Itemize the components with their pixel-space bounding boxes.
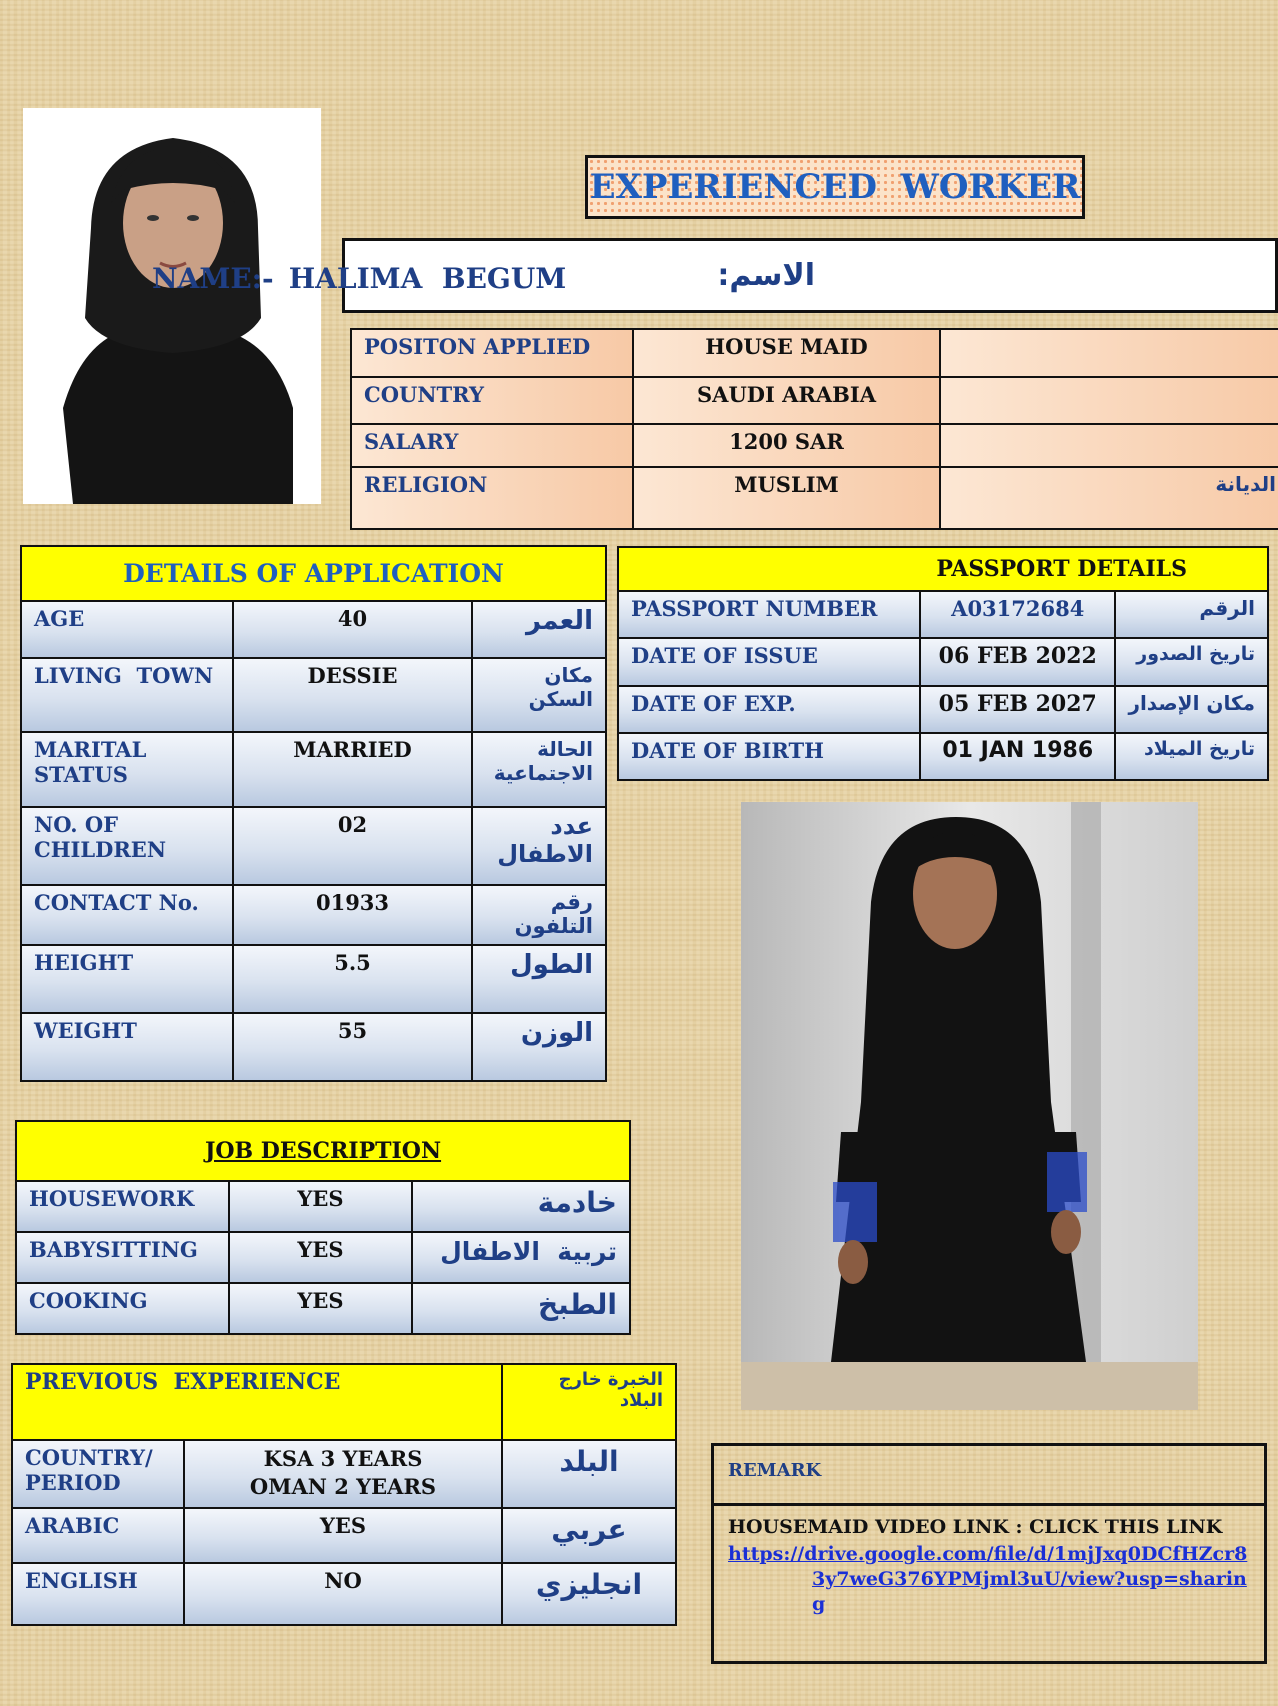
row-value: DESSIE bbox=[233, 658, 472, 732]
row-value: 1200 SAR bbox=[633, 424, 940, 467]
row-value: A03172684 bbox=[920, 591, 1115, 638]
row-label: COUNTRY bbox=[351, 377, 633, 424]
row-label: DATE OF EXP. bbox=[618, 686, 920, 733]
table-row bbox=[16, 1283, 630, 1334]
row-arabic: الرقم bbox=[1115, 591, 1268, 638]
row-arabic: انجليزي bbox=[535, 1568, 643, 1601]
row-arabic: البلد bbox=[559, 1445, 619, 1478]
name-value: HALIMA BEGUM bbox=[288, 262, 567, 295]
table-row bbox=[12, 1563, 676, 1625]
row-arabic: الوزن bbox=[472, 1013, 606, 1081]
table-row bbox=[21, 601, 606, 658]
row-value: YES bbox=[229, 1283, 412, 1334]
job-title: JOB DESCRIPTION bbox=[16, 1121, 630, 1181]
row-value: YES bbox=[184, 1508, 502, 1563]
row-arabic-cell bbox=[502, 1440, 676, 1508]
row-arabic: خادمة bbox=[412, 1181, 630, 1232]
row-arabic: الحالة الاجتماعية bbox=[472, 732, 606, 807]
row-value: YES bbox=[229, 1181, 412, 1232]
experience-title: PREVIOUS EXPERIENCE bbox=[12, 1364, 502, 1440]
table-row bbox=[21, 807, 606, 885]
row-value: 05 FEB 2027 bbox=[920, 686, 1115, 733]
table-row bbox=[16, 1181, 630, 1232]
row-label: NO. OF CHILDREN bbox=[21, 807, 233, 885]
row-label: HOUSEWORK bbox=[16, 1181, 229, 1232]
table-row bbox=[21, 1013, 606, 1081]
table-row bbox=[618, 591, 1268, 638]
row-arabic: عدد الاطفال bbox=[472, 807, 606, 885]
passport-title: PASSPORT DETAILS bbox=[618, 547, 1268, 591]
row-label: CONTACT No. bbox=[21, 885, 233, 945]
experience-title-arabic: الخبرة خارج البلاد bbox=[502, 1364, 676, 1440]
table-row bbox=[351, 467, 1278, 529]
table-row bbox=[21, 658, 606, 732]
row-arabic bbox=[940, 424, 1278, 467]
row-value: 01933 bbox=[233, 885, 472, 945]
standing-photo bbox=[741, 802, 1198, 1410]
row-label: DATE OF BIRTH bbox=[618, 733, 920, 780]
remark-header bbox=[714, 1446, 1264, 1506]
row-arabic: العمر bbox=[472, 601, 606, 658]
row-value: 55 bbox=[233, 1013, 472, 1081]
experience-table bbox=[11, 1363, 677, 1626]
table-row bbox=[12, 1508, 676, 1563]
row-value: 02 bbox=[233, 807, 472, 885]
row-value: KSA 3 YEARS OMAN 2 YEARS bbox=[184, 1440, 502, 1508]
table-header-row bbox=[16, 1121, 630, 1181]
row-arabic: الديانة bbox=[940, 467, 1278, 529]
row-value: SAUDI ARABIA bbox=[633, 377, 940, 424]
row-arabic: عربي bbox=[551, 1513, 627, 1546]
position-table bbox=[350, 328, 1278, 530]
table-row bbox=[351, 329, 1278, 377]
table-row bbox=[351, 424, 1278, 467]
row-value: NO bbox=[184, 1563, 502, 1625]
row-label: AGE bbox=[21, 601, 233, 658]
row-label: COOKING bbox=[16, 1283, 229, 1334]
row-label: PASSPORT NUMBER bbox=[618, 591, 920, 638]
table-row bbox=[618, 686, 1268, 733]
video-link[interactable]: https://drive.google.com/file/d/1mjJxq0DCfHZcr83y7weG376YPMjml3uU/view?usp=sharing bbox=[728, 1543, 1248, 1615]
table-header-row bbox=[21, 546, 606, 601]
row-value: MARRIED bbox=[233, 732, 472, 807]
remark-body bbox=[714, 1506, 1264, 1627]
application-table bbox=[20, 545, 607, 1082]
badge-text: EXPERIENCED WORKER bbox=[589, 167, 1081, 207]
row-arabic-cell bbox=[502, 1508, 676, 1563]
row-value: MUSLIM bbox=[633, 467, 940, 529]
table-row bbox=[618, 638, 1268, 686]
table-header-row bbox=[12, 1364, 676, 1440]
row-arabic-cell bbox=[502, 1563, 676, 1625]
job-table bbox=[15, 1120, 631, 1335]
row-label: RELIGION bbox=[351, 467, 633, 529]
table-row bbox=[21, 945, 606, 1013]
row-arabic: تاريخ الميلاد bbox=[1115, 733, 1268, 780]
row-label: COUNTRY/ PERIOD bbox=[12, 1440, 184, 1508]
passport-table bbox=[617, 546, 1269, 781]
remark-title: REMARK bbox=[728, 1460, 822, 1481]
row-value: 5.5 bbox=[233, 945, 472, 1013]
row-arabic: الطبخ bbox=[412, 1283, 630, 1334]
table-row bbox=[618, 733, 1268, 780]
row-label: LIVING TOWN bbox=[21, 658, 233, 732]
row-arabic: مكان السكن bbox=[472, 658, 606, 732]
row-value: YES bbox=[229, 1232, 412, 1283]
row-arabic bbox=[940, 377, 1278, 424]
name-label: NAME:- bbox=[152, 262, 274, 295]
remark-text: HOUSEMAID VIDEO LINK : CLICK THIS LINK bbox=[728, 1516, 1223, 1538]
table-header-row bbox=[618, 547, 1268, 591]
row-value: 40 bbox=[233, 601, 472, 658]
table-row bbox=[21, 885, 606, 945]
row-label: SALARY bbox=[351, 424, 633, 467]
table-row bbox=[351, 377, 1278, 424]
table-row bbox=[21, 732, 606, 807]
name-arabic-label: الاسم: bbox=[717, 258, 815, 293]
row-label: ENGLISH bbox=[12, 1563, 184, 1625]
row-arabic bbox=[940, 329, 1278, 377]
row-label: HEIGHT bbox=[21, 945, 233, 1013]
row-label: DATE OF ISSUE bbox=[618, 638, 920, 686]
row-arabic: تاريخ الصدور bbox=[1115, 638, 1268, 686]
row-value: 06 FEB 2022 bbox=[920, 638, 1115, 686]
experienced-worker-badge bbox=[585, 155, 1085, 219]
row-label: BABYSITTING bbox=[16, 1232, 229, 1283]
application-title: DETAILS OF APPLICATION bbox=[21, 546, 606, 601]
row-arabic: رقم التلفون bbox=[472, 885, 606, 945]
row-value: 01 JAN 1986 bbox=[920, 733, 1115, 780]
row-label: MARITAL STATUS bbox=[21, 732, 233, 807]
row-label: WEIGHT bbox=[21, 1013, 233, 1081]
portrait-photo bbox=[23, 108, 321, 504]
row-arabic: مكان الإصدار bbox=[1115, 686, 1268, 733]
table-row bbox=[16, 1232, 630, 1283]
row-label: ARABIC bbox=[12, 1508, 184, 1563]
row-arabic: تربية الاطفال bbox=[412, 1232, 630, 1283]
remark-box bbox=[711, 1443, 1267, 1664]
row-label: POSITON APPLIED bbox=[351, 329, 633, 377]
row-value: HOUSE MAID bbox=[633, 329, 940, 377]
row-arabic: الطول bbox=[472, 945, 606, 1013]
table-row bbox=[12, 1440, 676, 1508]
